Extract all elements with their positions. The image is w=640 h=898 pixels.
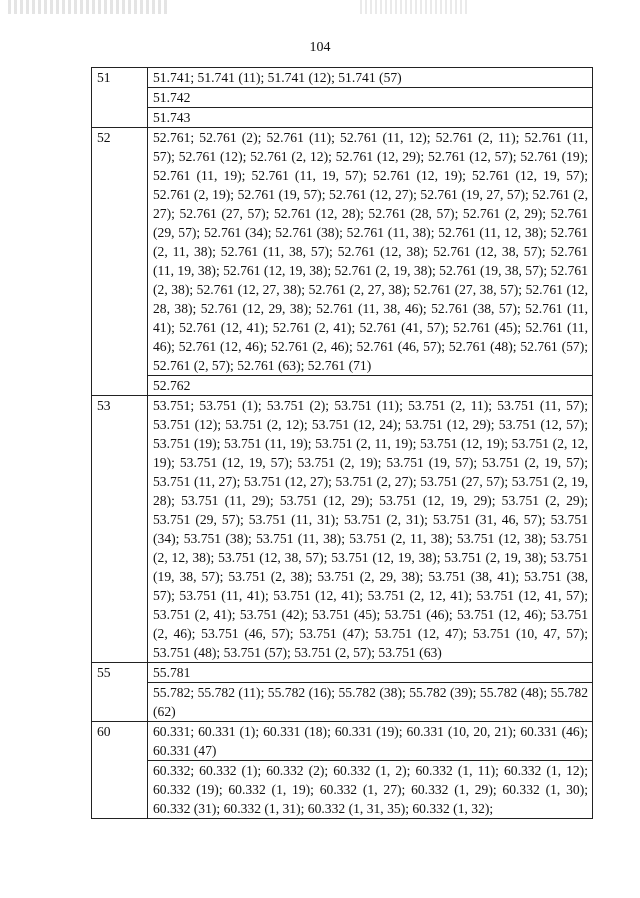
entry-cell: 55.782; 55.782 (11); 55.782 (16); 55.782 (38); 55.782 (39); 55.782 (48); 55.782 (62) [148, 683, 593, 722]
entry-cell: 51.742 [148, 88, 593, 108]
group-cell: 60 [92, 722, 148, 819]
entry-cell: 60.332; 60.332 (1); 60.332 (2); 60.332 (1, 2); 60.332 (1, 11); 60.332 (1, 12); 60.332 (19); 60.332 (1, 19); 60.332 (1, 27); 60.332 (1, 29); 60.332 (1, 30); 60.332 (31); 60.332 (1, 31); 60.332 (1, 31, 35); 60.332 (1, 32); [148, 761, 593, 819]
code-table [91, 67, 593, 819]
table-row [92, 376, 593, 396]
table-row [92, 722, 593, 761]
group-cell: 52 [92, 128, 148, 396]
scan-artifact-right [360, 0, 470, 14]
scan-artifact-left [8, 0, 168, 14]
entry-cell: 53.751; 53.751 (1); 53.751 (2); 53.751 (11); 53.751 (2, 11); 53.751 (11, 57); 53.751 (12); 53.751 (2, 12); 53.751 (12, 24); 53.751 (12, 29); 53.751 (12, 57); 53.751 (19); 53.751 (11, 19); 53.751 (2, 11, 19); 53.751 (12, 19); 53.751 (2, 12, 19); 53.751 (12, 19, 57); 53.751 (2, 19); 53.751 (19, 57); 53.751 (2, 19, 57); 53.751 (11, 27); 53.751 (12, 27); 53.751 (2, 27); 53.751 (27, 57); 53.751 (2, 19, 28); 53.751 (11, 29); 53.751 (12, 29); 53.751 (12, 19, 29); 53.751 (2, 29); 53.751 (29, 57); 53.751 (11, 31); 53.751 (2, 31); 53.751 (31, 46, 57); 53.751 (34); 53.751 (38); 53.751 (11, 38); 53.751 (2, 11, 38); 53.751 (12, 38); 53.751 (2, 12, 38); 53.751 (12, 38, 57); 53.751 (12, 19, 38); 53.751 (2, 19, 38); 53.751 (19, 38, 57); 53.751 (2, 38); 53.751 (2, 29, 38); 53.751 (38, 41); 53.751 (38, 57); 53.751 (11, 41); 53.751 (12, 41); 53.751 (2, 12, 41); 53.751 (12, 41, 57); 53.751 (2, 41); 53.751 (42); 53.751 (45); 53.751 (46); 53.751 (12, 46); 53.751 (2, 46); 53.751 (46, 57); 53.751 (47); 53.751 (12, 47); 53.751 (10, 47, 57); 53.751 (48); 53.751 (57); 53.751 (2, 57); 53.751 (63) [148, 396, 593, 663]
table-row [92, 108, 593, 128]
table-row [92, 128, 593, 376]
entry-cell: 51.741; 51.741 (11); 51.741 (12); 51.741 (57) [148, 68, 593, 88]
entry-cell: 51.743 [148, 108, 593, 128]
entry-cell: 52.762 [148, 376, 593, 396]
group-cell: 53 [92, 396, 148, 663]
table-row [92, 88, 593, 108]
table-row [92, 663, 593, 683]
group-cell: 55 [92, 663, 148, 722]
entry-cell: 52.761; 52.761 (2); 52.761 (11); 52.761 (11, 12); 52.761 (2, 11); 52.761 (11, 57); 52.761 (12); 52.761 (2, 12); 52.761 (12, 29); 52.761 (12, 57); 52.761 (19); 52.761 (11, 19); 52.761 (11, 19, 57); 52.761 (12, 19); 52.761 (12, 19, 57); 52.761 (2, 19); 52.761 (19, 57); 52.761 (12, 27); 52.761 (19, 27, 57); 52.761 (2, 27); 52.761 (27, 57); 52.761 (12, 28); 52.761 (28, 57); 52.761 (2, 29); 52.761 (29, 57); 52.761 (34); 52.761 (38); 52.761 (11, 38); 52.761 (11, 12, 38); 52.761 (2, 11, 38); 52.761 (11, 38, 57); 52.761 (12, 38); 52.761 (12, 38, 57); 52.761 (11, 19, 38); 52.761 (12, 19, 38); 52.761 (2, 19, 38); 52.761 (19, 38, 57); 52.761 (2, 38); 52.761 (12, 27, 38); 52.761 (2, 27, 38); 52.761 (27, 38, 57); 52.761 (12, 28, 38); 52.761 (12, 29, 38); 52.761 (11, 38, 46); 52.761 (38, 57); 52.761 (11, 41); 52.761 (12, 41); 52.761 (2, 41); 52.761 (41, 57); 52.761 (45); 52.761 (11, 46); 52.761 (12, 46); 52.761 (2, 46); 52.761 (46, 57); 52.761 (48); 52.761 (57); 52.761 (2, 57); 52.761 (63); 52.761 (71) [148, 128, 593, 376]
entry-cell: 60.331; 60.331 (1); 60.331 (18); 60.331 (19); 60.331 (10, 20, 21); 60.331 (46); 60.331 (47) [148, 722, 593, 761]
table-row [92, 683, 593, 722]
table-row [92, 761, 593, 819]
table-row [92, 396, 593, 663]
page-number: 104 [309, 40, 331, 55]
entry-cell: 55.781 [148, 663, 593, 683]
group-cell: 51 [92, 68, 148, 128]
table-row [92, 68, 593, 88]
